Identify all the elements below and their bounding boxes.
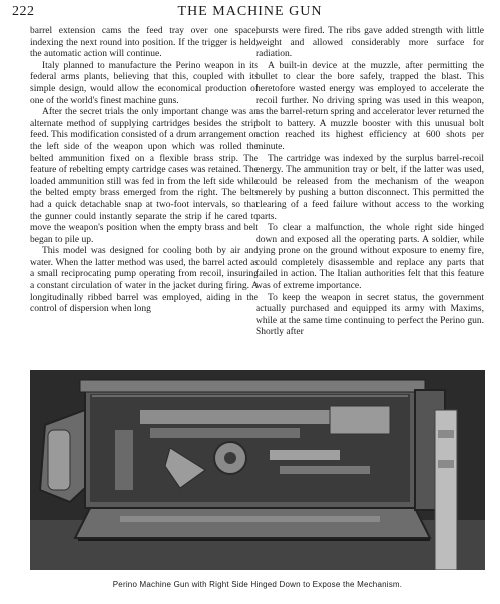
figure-caption: Perino Machine Gun with Right Side Hinged Down to Expose the Mechanism. [112,580,403,589]
machine-gun-illustration [30,370,485,570]
page-number: 222 [12,4,35,19]
paragraph: Italy planned to manufacture the Perino weapon in its federal arms plants, believing that this, coupled with its simple design, would allow the economical production of one of the world's finest machine guns. [30,60,258,106]
paragraph: The cartridge was indexed by the surplus barrel-recoil energy. The ammunition tray or belt, if the latter was used, could be released from the mechanism of the weapon merely by pushing a button disconnect. This permitted the clearing of a feed failure without access to the working parts. [256,153,484,222]
machine-gun-photo [30,370,485,570]
paragraph: After the secret trials the only important change was an alternate method of supplying cartridges besides the strip feed. This modification consisted of a drum arrangement on the left side of the weapon upon which was rolled the belted ammunition fixed on a flexible brass strip. The feature of rebelting empty cartridge cases was retained. The loaded ammunition still was fed in from the left side while the belted empty brass emerged from the right. The belts had a quick detachable snap at two-foot intervals, so that the gunner could instantly separate the strip if he cared to move the weapon's position when the empty brass and belt began to pile up. [30,107,258,245]
running-head [0,4,500,24]
left-column [30,26,258,316]
paragraph: This model was designed for cooling both by air and water. When the latter method was used, the barrel acted as a small reciprocating pump operating from recoil, insuring a constant circulation of water in the jacket during firing. A longitudinally ribbed barrel was employed, aiding in the control of dispersion when long [30,246,258,315]
paragraph: bursts were fired. The ribs gave added strength with little weight and allowed considerably more surface for radiation. [256,26,484,60]
running-title: THE MACHINE GUN [177,4,323,19]
paragraph: A built-in device at the muzzle, after permitting the bullet to clear the bore safely, trapped the blast. This heretofore wasted energy was employed to accelerate the recoil further. No driving spring was used in this weapon, as the barrel-return spring and accelerator lever returned the bolt to battery. A muzzle booster with this unusual bolt action reached its highest efficiency at 600 shots per minute. [256,60,484,152]
paragraph: To clear a malfunction, the whole right side hinged down and exposed all the operating parts. A soldier, while lying prone on the ground without exposure to enemy fire, could completely disassemble and replace any parts that failed in action. The Italian authorities felt that this feature was of extreme importance. [256,223,484,292]
paragraph: barrel extension cams the feed tray over one space, indexing the next round into position. If the trigger is held, the automatic action will continue. [30,26,258,60]
paragraph: To keep the weapon in secret status, the government actually purchased and equipped its army with Maxims, while at the same time continuing to perfect the Perino gun. Shortly after [256,292,484,338]
right-column [256,26,484,339]
